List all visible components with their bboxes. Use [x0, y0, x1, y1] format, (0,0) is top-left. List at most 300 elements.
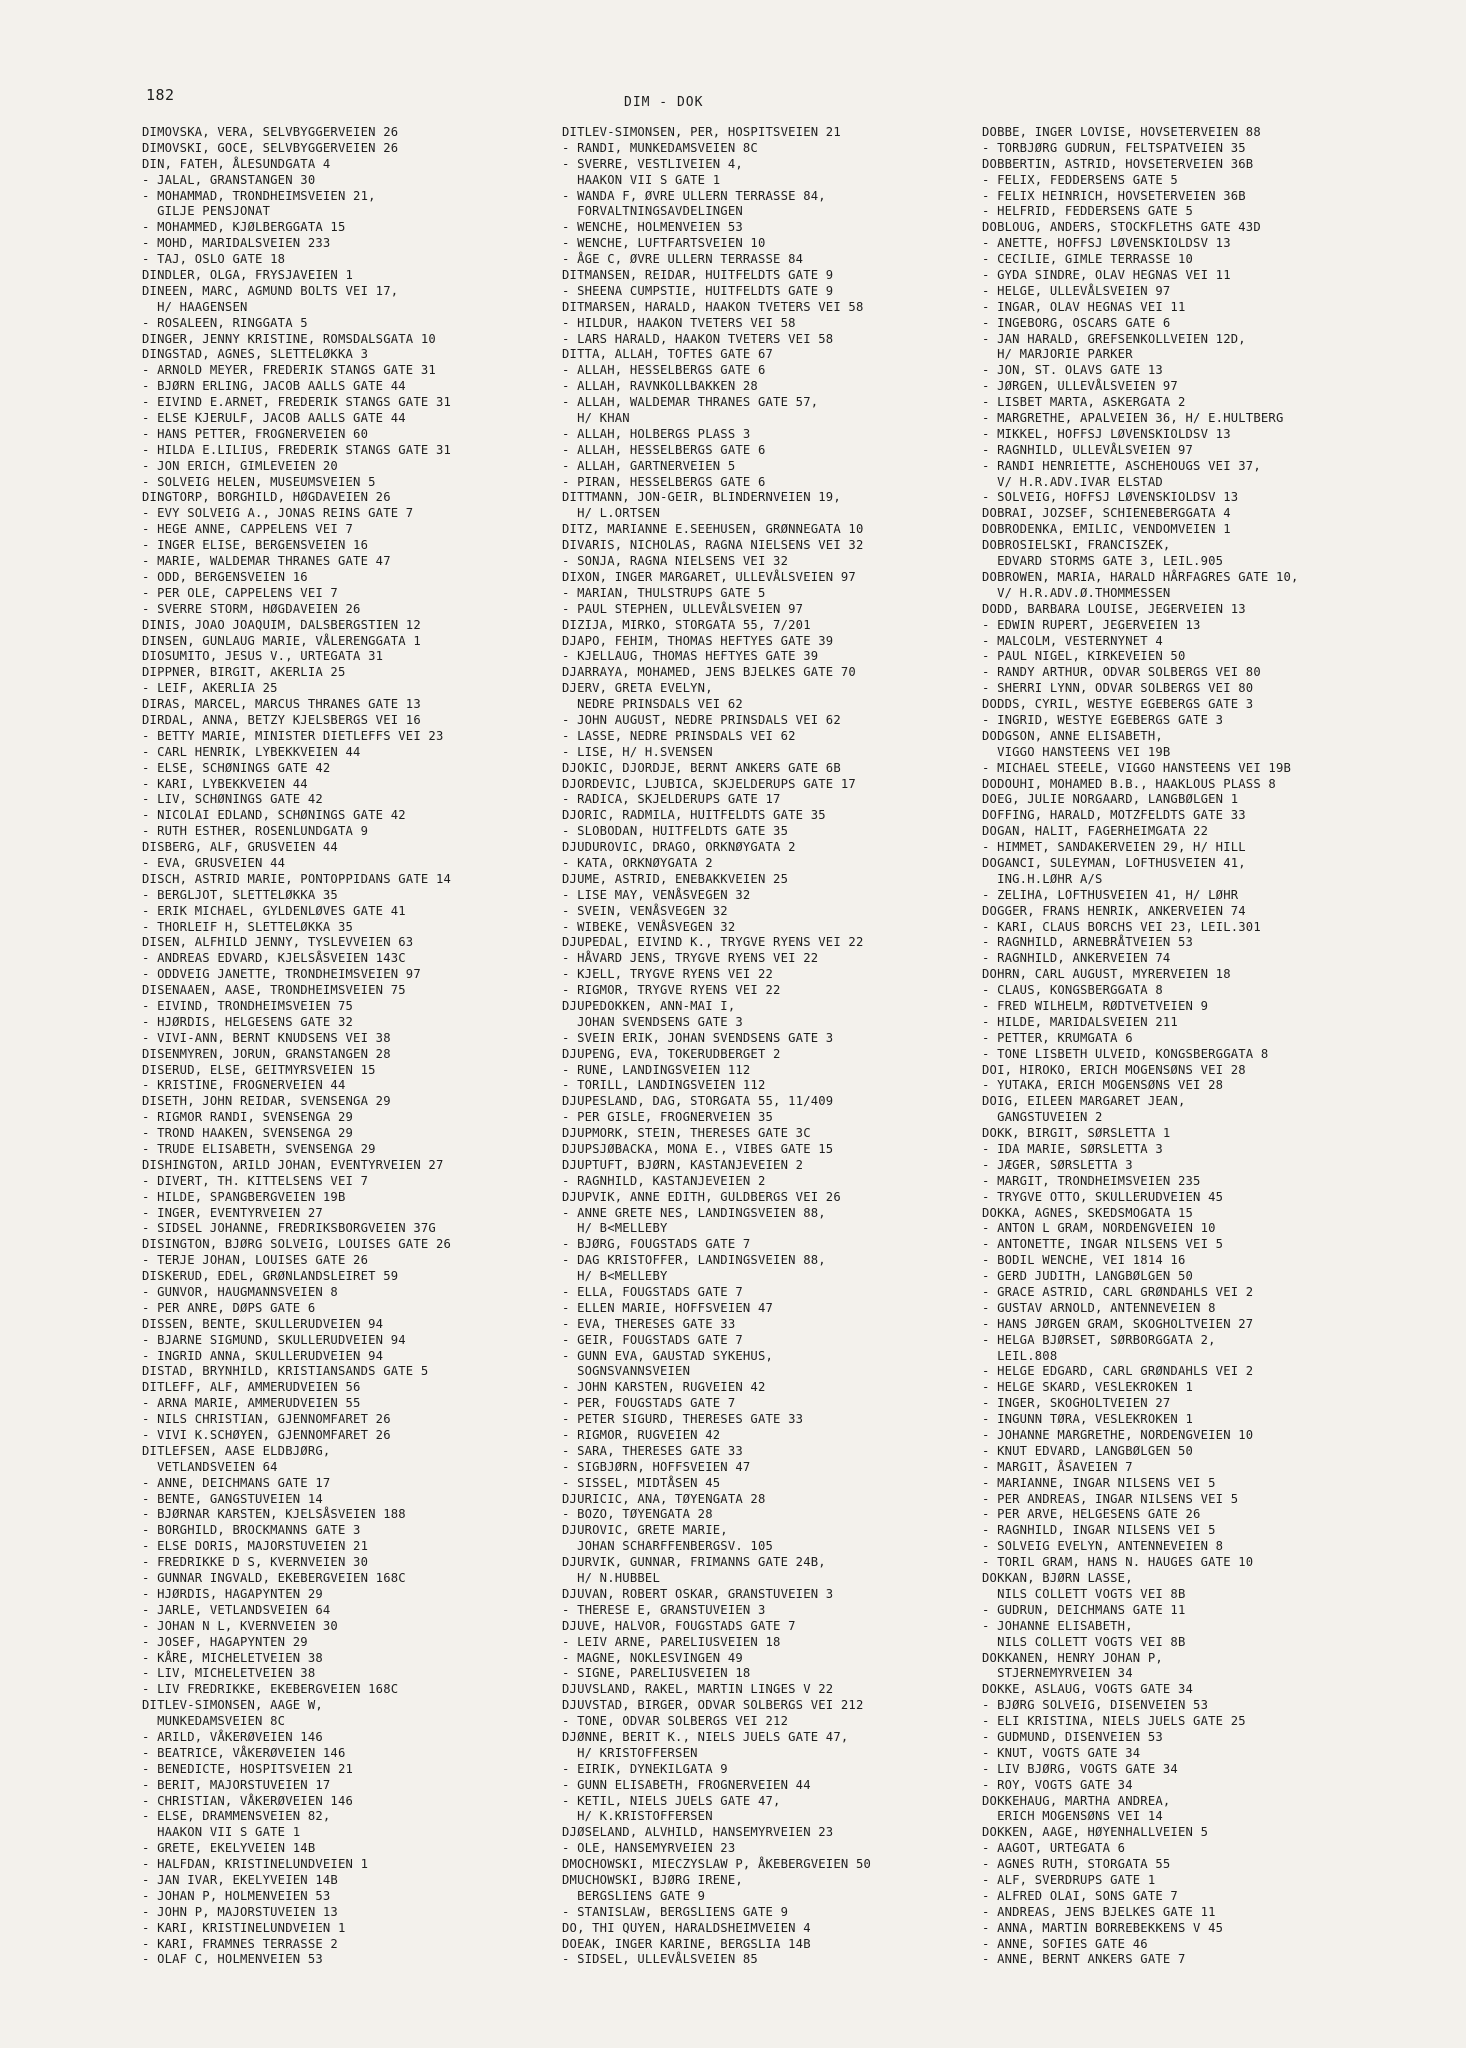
directory-entry: - ÅGE C, ØVRE ULLERN TERRASSE 84 [562, 252, 804, 267]
directory-entry: - JOHN P, MAJORSTUVEIEN 13 [142, 1904, 338, 1919]
directory-entry: - SOLVEIG, HOFFSJ LØVENSKIOLDSV 13 [982, 490, 1239, 505]
directory-entry: - GUSTAV ARNOLD, ANTENNEVEIEN 8 [982, 1300, 1216, 1315]
directory-entry: DOBROWEN, MARIA, HARALD HÅRFAGRES GATE 10, [982, 569, 1299, 584]
directory-entry: - ANNE, DEICHMANS GATE 17 [142, 1475, 331, 1490]
directory-entry: VETLANDSVEIEN 64 [142, 1459, 278, 1474]
directory-entry: DITLEFF, ALF, AMMERUDVEIEN 56 [142, 1380, 361, 1395]
directory-entry: - LISBET MARTA, ASKERGATA 2 [982, 395, 1186, 410]
directory-entry: - JAN IVAR, EKELYVEIEN 14B [142, 1872, 338, 1887]
directory-entry: - ELSE, SCHØNINGS GATE 42 [142, 760, 331, 775]
directory-entry: - PER GISLE, FROGNERVEIEN 35 [562, 1110, 774, 1125]
directory-entry: - ANETTE, HOFFSJ LØVENSKIOLDSV 13 [982, 236, 1231, 251]
directory-entry: - HELGA BJØRSET, SØRBORGGATA 2, [982, 1332, 1216, 1347]
directory-entry: - ELSE DORIS, MAJORSTUVEIEN 21 [142, 1539, 369, 1554]
directory-entry: DODDS, CYRIL, WESTYE EGEBERGS GATE 3 [982, 697, 1254, 712]
directory-entry: - KJELLAUG, THOMAS HEFTYES GATE 39 [562, 649, 819, 664]
directory-entry: - KARI, KRISTINELUNDVEIEN 1 [142, 1920, 346, 1935]
directory-entry: DJUPEDAL, EIVIND K., TRYGVE RYENS VEI 22 [562, 935, 864, 950]
directory-entry: NILS COLLETT VOGTS VEI 8B [982, 1634, 1186, 1649]
directory-entry: DITLEFSEN, AASE ELDBJØRG, [142, 1443, 331, 1458]
directory-entry: - GUNN EVA, GAUSTAD SYKEHUS, [562, 1348, 774, 1363]
directory-entry: - CHRISTIAN, VÅKERØVEIEN 146 [142, 1793, 354, 1808]
directory-entry: - NILS CHRISTIAN, GJENNOMFARET 26 [142, 1412, 391, 1427]
directory-entry: - STANISLAW, BERGSLIENS GATE 9 [562, 1904, 789, 1919]
directory-entry: - TORBJØRG GUDRUN, FELTSPATVEIEN 35 [982, 140, 1246, 155]
directory-entry: - INGEBORG, OSCARS GATE 6 [982, 315, 1171, 330]
directory-entry: - KETIL, NIELS JUELS GATE 47, [562, 1793, 781, 1808]
directory-entry: H/ K.KRISTOFFERSEN [562, 1809, 713, 1824]
directory-entry: DITMARSEN, HARALD, HAAKON TVETERS VEI 58 [562, 299, 864, 314]
directory-entry: DISTAD, BRYNHILD, KRISTIANSANDS GATE 5 [142, 1364, 429, 1379]
directory-entry: DOKK, BIRGIT, SØRSLETTA 1 [982, 1126, 1171, 1141]
directory-entry: NILS COLLETT VOGTS VEI 8B [982, 1586, 1186, 1601]
directory-entry: - MICHAEL STEELE, VIGGO HANSTEENS VEI 19B [982, 760, 1292, 775]
directory-entry: DJAPO, FEHIM, THOMAS HEFTYES GATE 39 [562, 633, 834, 648]
directory-entry: - JØRGEN, ULLEVÅLSVEIEN 97 [982, 379, 1178, 394]
directory-entry: DIZIJA, MIRKO, STORGATA 55, 7/201 [562, 617, 811, 632]
directory-entry: - IDA MARIE, SØRSLETTA 3 [982, 1142, 1163, 1156]
directory-entry: DOGGER, FRANS HENRIK, ANKERVEIEN 74 [982, 903, 1246, 918]
directory-entry: - JOHAN N L, KVERNVEIEN 30 [142, 1618, 338, 1633]
directory-entry: - SONJA, RAGNA NIELSENS VEI 32 [562, 554, 789, 569]
directory-entry: - LASSE, NEDRE PRINSDALS VEI 62 [562, 728, 796, 743]
directory-entry: - SIGBJØRN, HOFFSVEIEN 47 [562, 1459, 751, 1474]
directory-entry: MUNKEDAMSVEIEN 8C [142, 1714, 286, 1729]
directory-entry: - EDWIN RUPERT, JEGERVEIEN 13 [982, 617, 1201, 632]
directory-entry: - MALCOLM, VESTERNYNET 4 [982, 633, 1163, 648]
directory-entry: DJORDEVIC, LJUBICA, SKJELDERUPS GATE 17 [562, 776, 856, 791]
directory-entry: - PETER SIGURD, THERESES GATE 33 [562, 1412, 804, 1427]
directory-entry: DISENAAEN, AASE, TRONDHEIMSVEIEN 75 [142, 983, 406, 998]
directory-entry: H/ HAAGENSEN [142, 299, 248, 314]
directory-entry: DJUPENG, EVA, TOKERUDBERGET 2 [562, 1046, 781, 1061]
directory-entry: - SISSEL, MIDTÅSEN 45 [562, 1475, 721, 1490]
directory-entry: - RANDY ARTHUR, ODVAR SOLBERGS VEI 80 [982, 665, 1261, 680]
directory-entry: - MARGRETHE, APALVEIEN 36, H/ E.HULTBERG [982, 411, 1284, 426]
directory-entry: DJUVAN, ROBERT OSKAR, GRANSTUVEIEN 3 [562, 1586, 834, 1601]
directory-entry: - INGER, SKOGHOLTVEIEN 27 [982, 1396, 1171, 1411]
directory-entry: - GRETE, EKELYVEIEN 14B [142, 1841, 316, 1856]
directory-entry: H/ B<MELLEBY [562, 1269, 668, 1284]
directory-entry: - EVY SOLVEIG A., JONAS REINS GATE 7 [142, 506, 414, 521]
directory-entry: DIMOVSKI, GOCE, SELVBYGGERVEIEN 26 [142, 140, 399, 155]
directory-entry: - PER ANRE, DØPS GATE 6 [142, 1300, 316, 1315]
directory-entry: - BJØRN ERLING, JACOB AALLS GATE 44 [142, 379, 406, 394]
directory-entry: - RADICA, SKJELDERUPS GATE 17 [562, 792, 781, 807]
directory-entry: - MARIE, WALDEMAR THRANES GATE 47 [142, 554, 391, 569]
directory-entry: DJUPSJØBACKA, MONA E., VIBES GATE 15 [562, 1142, 834, 1156]
directory-entry: V/ H.R.ADV.IVAR ELSTAD [982, 474, 1163, 489]
directory-entry: - HILDA E.LILIUS, FREDERIK STANGS GATE 31 [142, 442, 452, 457]
directory-entry: - BOZO, TØYENGATA 28 [562, 1507, 713, 1522]
directory-entry: - HJØRDIS, HAGAPYNTEN 29 [142, 1586, 323, 1601]
directory-entry: - INGRID, WESTYE EGEBERGS GATE 3 [982, 712, 1224, 727]
directory-entry: - ARNOLD MEYER, FREDERIK STANGS GATE 31 [142, 363, 436, 378]
directory-entry: DISETH, JOHN REIDAR, SVENSENGA 29 [142, 1094, 391, 1109]
directory-entry: - CLAUS, KONGSBERGGATA 8 [982, 983, 1163, 998]
directory-entry: DISCH, ASTRID MARIE, PONTOPPIDANS GATE 14 [142, 871, 452, 886]
directory-entry: - RANDI, MUNKEDAMSVEIEN 8C [562, 140, 758, 155]
directory-entry: - SOLVEIG EVELYN, ANTENNEVEIEN 8 [982, 1539, 1224, 1554]
directory-entry: H/ N.HUBBEL [562, 1571, 660, 1586]
directory-entry: DOKKAN, BJØRN LASSE, [982, 1571, 1133, 1586]
directory-entry: DOIG, EILEEN MARGARET JEAN, [982, 1094, 1186, 1109]
directory-entry: DITZ, MARIANNE E.SEEHUSEN, GRØNNEGATA 10 [562, 522, 864, 537]
directory-entry: DJUPESLAND, DAG, STORGATA 55, 11/409 [562, 1094, 834, 1109]
directory-entry: - JON ERICH, GIMLEVEIEN 20 [142, 458, 338, 473]
directory-entry: HAAKON VII S GATE 1 [562, 172, 721, 187]
directory-entry: - BODIL WENCHE, VEI 1814 16 [982, 1253, 1186, 1268]
directory-entry: - LISE, H/ H.SVENSEN [562, 744, 713, 759]
directory-entry: DINGSTAD, AGNES, SLETTELØKKA 3 [142, 347, 369, 362]
directory-entry: - ELSE KJERULF, JACOB AALLS GATE 44 [142, 411, 406, 426]
directory-entry: - ODDVEIG JANETTE, TRONDHEIMSVEIEN 97 [142, 967, 421, 982]
directory-entry: - TORIL GRAM, HANS N. HAUGES GATE 10 [982, 1555, 1254, 1570]
directory-entry: - RIGMOR, RUGVEIEN 42 [562, 1428, 721, 1443]
directory-entry: - VIVI K.SCHØYEN, GJENNOMFARET 26 [142, 1428, 391, 1443]
directory-entry: - OLE, HANSEMYRVEIEN 23 [562, 1841, 736, 1856]
directory-entry: - EIRIK, DYNEKILGATA 9 [562, 1761, 728, 1776]
directory-entry: - WENCHE, LUFTFARTSVEIEN 10 [562, 236, 766, 251]
directory-entry: - ALF, SVERDRUPS GATE 1 [982, 1872, 1156, 1887]
directory-entry: DITTA, ALLAH, TOFTES GATE 67 [562, 347, 774, 362]
directory-entry: - HEGE ANNE, CAPPELENS VEI 7 [142, 522, 354, 537]
directory-entry: - GERD JUDITH, LANGBØLGEN 50 [982, 1269, 1194, 1284]
directory-entry: DJUPVIK, ANNE EDITH, GULDBERGS VEI 26 [562, 1189, 841, 1204]
directory-entry: - ALLAH, RAVNKOLLBAKKEN 28 [562, 379, 758, 394]
directory-entry: DODD, BARBARA LOUISE, JEGERVEIEN 13 [982, 601, 1246, 616]
directory-entry: - JOHN KARSTEN, RUGVEIEN 42 [562, 1380, 766, 1395]
directory-entry: - ROSALEEN, RINGGATA 5 [142, 315, 308, 330]
directory-entry: - PETTER, KRUMGATA 6 [982, 1030, 1133, 1045]
directory-entry: - MARIAN, THULSTRUPS GATE 5 [562, 585, 766, 600]
directory-entry: - SIDSEL JOHANNE, FREDRIKSBORGVEIEN 37G [142, 1221, 436, 1236]
directory-entry: - MOHD, MARIDALSVEIEN 233 [142, 236, 331, 251]
directory-entry: H/ L.ORTSEN [562, 506, 660, 521]
directory-entry: DOGAN, HALIT, FAGERHEIMGATA 22 [982, 824, 1209, 839]
directory-entry: - DIVERT, TH. KITTELSENS VEI 7 [142, 1173, 369, 1188]
directory-entry: - GYDA SINDRE, OLAV HEGNAS VEI 11 [982, 268, 1231, 283]
directory-entry: - LIV FREDRIKKE, EKEBERGVEIEN 168C [142, 1682, 399, 1697]
directory-entry: - PIRAN, HESSELBERGS GATE 6 [562, 474, 766, 489]
directory-entry: - TORILL, LANDINGSVEIEN 112 [562, 1078, 766, 1093]
directory-entry: - FELIX, FEDDERSENS GATE 5 [982, 172, 1178, 187]
directory-entry: - EVA, THERESES GATE 33 [562, 1316, 736, 1331]
directory-entry: - RAGNHILD, INGAR NILSENS VEI 5 [982, 1523, 1216, 1538]
directory-entry: - KARI, LYBEKKVEIEN 44 [142, 776, 308, 791]
directory-entry: - SIDSEL, ULLEVÅLSVEIEN 85 [562, 1952, 758, 1967]
directory-entry: - HIMMET, SANDAKERVEIEN 29, H/ HILL [982, 840, 1246, 855]
directory-entry: DJØNNE, BERIT K., NIELS JUELS GATE 47, [562, 1729, 849, 1744]
directory-entry: - BJØRG, FOUGSTADS GATE 7 [562, 1237, 751, 1252]
directory-entry: DJOKIC, DJORDJE, BERNT ANKERS GATE 6B [562, 760, 841, 775]
directory-entry: - PER ANDREAS, INGAR NILSENS VEI 5 [982, 1491, 1239, 1506]
directory-entry: - PAUL STEPHEN, ULLEVÅLSVEIEN 97 [562, 601, 804, 616]
directory-entry: ERICH MOGENSØNS VEI 14 [982, 1809, 1163, 1824]
directory-entry: - GUDMUND, DISENVEIEN 53 [982, 1729, 1163, 1744]
directory-entry: DOBBE, INGER LOVISE, HOVSETERVEIEN 88 [982, 125, 1261, 139]
directory-entry: - BERGLJOT, SLETTELØKKA 35 [142, 887, 338, 902]
directory-entry: DOGANCI, SULEYMAN, LOFTHUSVEIEN 41, [982, 855, 1246, 870]
directory-entry: - TONE, ODVAR SOLBERGS VEI 212 [562, 1714, 789, 1729]
directory-entry: - RAGNHILD, ARNEBRÅTVEIEN 53 [982, 935, 1194, 950]
directory-entry: - GUNN ELISABETH, FROGNERVEIEN 44 [562, 1777, 811, 1792]
directory-entry: DINEEN, MARC, AGMUND BOLTS VEI 17, [142, 283, 399, 298]
directory-entry: - PER ARVE, HELGESENS GATE 26 [982, 1507, 1201, 1522]
directory-entry: - EIVIND, TRONDHEIMSVEIEN 75 [142, 998, 354, 1013]
directory-entry: - BJØRNAR KARSTEN, KJELSÅSVEIEN 188 [142, 1507, 406, 1522]
directory-entry: - INGER ELISE, BERGENSVEIEN 16 [142, 538, 369, 553]
directory-entry: - SARA, THERESES GATE 33 [562, 1443, 743, 1458]
directory-entry: - ZELIHA, LOFTHUSVEIEN 41, H/ LØHR [982, 887, 1239, 902]
directory-entry: H/ MARJORIE PARKER [982, 347, 1133, 362]
directory-entry: - BETTY MARIE, MINISTER DIETLEFFS VEI 23 [142, 728, 444, 743]
directory-entry: - JOHAN P, HOLMENVEIEN 53 [142, 1888, 331, 1903]
directory-entry: DJØSELAND, ALVHILD, HANSEMYRVEIEN 23 [562, 1825, 834, 1840]
directory-entry: - HELGE EDGARD, CARL GRØNDAHLS VEI 2 [982, 1364, 1254, 1379]
directory-entry: DOFFING, HARALD, MOTZFELDTS GATE 33 [982, 808, 1246, 823]
directory-entry: - TAJ, OSLO GATE 18 [142, 252, 286, 267]
directory-entry: - PER, FOUGSTADS GATE 7 [562, 1396, 736, 1411]
directory-entry: - DAG KRISTOFFER, LANDINGSVEIEN 88, [562, 1253, 826, 1268]
directory-entry: - MARGIT, ÅSAVEIEN 7 [982, 1459, 1133, 1474]
directory-entry: - YUTAKA, ERICH MOGENSØNS VEI 28 [982, 1078, 1224, 1093]
directory-entry: - MOHAMMAD, TRONDHEIMSVEIEN 21, [142, 188, 376, 203]
directory-entry: - AAGOT, URTEGATA 6 [982, 1841, 1126, 1856]
directory-entry: DJUVE, HALVOR, FOUGSTADS GATE 7 [562, 1618, 796, 1633]
directory-entry: DOHRN, CARL AUGUST, MYRERVEIEN 18 [982, 967, 1231, 982]
directory-entry: - HALFDAN, KRISTINELUNDVEIEN 1 [142, 1857, 369, 1872]
directory-entry: JOHAN SCHARFFENBERGSV. 105 [562, 1539, 774, 1554]
directory-entry: - THORLEIF H, SLETTELØKKA 35 [142, 919, 354, 934]
directory-entry: - OLAF C, HOLMENVEIEN 53 [142, 1952, 323, 1967]
directory-entry: DISINGTON, BJØRG SOLVEIG, LOUISES GATE 26 [142, 1237, 452, 1252]
directory-entry: - ANNA, MARTIN BORREBEKKENS V 45 [982, 1920, 1224, 1935]
directory-entry: - ALFRED OLAI, SONS GATE 7 [982, 1888, 1178, 1903]
directory-entry: - ELI KRISTINA, NIELS JUELS GATE 25 [982, 1714, 1246, 1729]
directory-entry: - RIGMOR, TRYGVE RYENS VEI 22 [562, 983, 781, 998]
directory-entry: DOKKEHAUG, MARTHA ANDREA, [982, 1793, 1171, 1808]
directory-entry: - RUNE, LANDINGSVEIEN 112 [562, 1062, 751, 1077]
directory-entry: LEIL.808 [982, 1348, 1058, 1363]
directory-entry: DIMOVSKA, VERA, SELVBYGGERVEIEN 26 [142, 125, 399, 139]
directory-entry: - HELFRID, FEDDERSENS GATE 5 [982, 204, 1194, 219]
directory-entry: - LIV BJØRG, VOGTS GATE 34 [982, 1761, 1178, 1776]
directory-entry: - GEIR, FOUGSTADS GATE 7 [562, 1332, 743, 1347]
directory-entry: V/ H.R.ADV.Ø.THOMMESSEN [982, 585, 1171, 600]
directory-entry: - ROY, VOGTS GATE 34 [982, 1777, 1133, 1792]
directory-entry: EDVARD STORMS GATE 3, LEIL.905 [982, 554, 1224, 569]
directory-entry: - FREDRIKKE D S, KVERNVEIEN 30 [142, 1555, 369, 1570]
directory-column-1 [142, 125, 582, 1968]
directory-entry: - JALAL, GRANSTANGEN 30 [142, 172, 316, 187]
directory-entry: - PER OLE, CAPPELENS VEI 7 [142, 585, 338, 600]
directory-entry: DJERV, GRETA EVELYN, [562, 681, 713, 696]
directory-entry: - ANNE, SOFIES GATE 46 [982, 1936, 1148, 1951]
directory-entry: DOI, HIROKO, ERICH MOGENSØNS VEI 28 [982, 1062, 1246, 1077]
directory-entry: - ELLEN MARIE, HOFFSVEIEN 47 [562, 1300, 774, 1315]
directory-entry: - KARI, CLAUS BORCHS VEI 23, LEIL.301 [982, 919, 1261, 934]
directory-entry: - ANDREAS, JENS BJELKES GATE 11 [982, 1904, 1216, 1919]
directory-entry: DISBERG, ALF, GRUSVEIEN 44 [142, 840, 338, 855]
directory-entry: - ODD, BERGENSVEIEN 16 [142, 569, 308, 584]
directory-entry: - BENTE, GANGSTUVEIEN 14 [142, 1491, 323, 1506]
directory-entry: DIPPNER, BIRGIT, AKERLIA 25 [142, 665, 346, 680]
directory-entry: - SVEIN ERIK, JOHAN SVENDSENS GATE 3 [562, 1030, 834, 1045]
directory-entry: - BJØRG SOLVEIG, DISENVEIEN 53 [982, 1698, 1209, 1713]
directory-entry: - LIV, SCHØNINGS GATE 42 [142, 792, 323, 807]
directory-entry: - WENCHE, HOLMENVEIEN 53 [562, 220, 743, 235]
directory-entry: - INGRID ANNA, SKULLERUDVEIEN 94 [142, 1348, 384, 1363]
directory-entry: - HJØRDIS, HELGESENS GATE 32 [142, 1014, 354, 1029]
directory-entry: DJUPEDOKKEN, ANN-MAI I, [562, 998, 736, 1013]
directory-entry: DINIS, JOAO JOAQUIM, DALSBERGSTIEN 12 [142, 617, 421, 632]
directory-entry: - TONE LISBETH ULVEID, KONGSBERGGATA 8 [982, 1046, 1269, 1061]
directory-entry: - AGNES RUTH, STORGATA 55 [982, 1857, 1171, 1872]
directory-entry: - JOSEF, HAGAPYNTEN 29 [142, 1634, 308, 1649]
directory-entry: - ALLAH, HOLBERGS PLASS 3 [562, 426, 751, 441]
directory-entry: - RAGNHILD, KASTANJEVEIEN 2 [562, 1173, 766, 1188]
directory-entry: DMUCHOWSKI, BJØRG IRENE, [562, 1872, 743, 1887]
directory-entry: - ANTON L GRAM, NORDENGVEIEN 10 [982, 1221, 1216, 1236]
directory-entry: - MOHAMMED, KJØLBERGGATA 15 [142, 220, 346, 235]
directory-entry: - RANDI HENRIETTE, ASCHEHOUGS VEI 37, [982, 458, 1261, 473]
directory-entry: - HILDE, SPANGBERGVEIEN 19B [142, 1189, 346, 1204]
directory-entry: - KARI, FRAMNES TERRASSE 2 [142, 1936, 338, 1951]
directory-entry: - JOHANNE ELISABETH, [982, 1618, 1133, 1633]
directory-entry: - SLOBODAN, HUITFELDTS GATE 35 [562, 824, 789, 839]
directory-entry: HAAKON VII S GATE 1 [142, 1825, 301, 1840]
directory-entry: - ELSE, DRAMMENSVEIEN 82, [142, 1809, 331, 1824]
directory-entry: - THERESE E, GRANSTUVEIEN 3 [562, 1602, 766, 1617]
directory-entry: DMOCHOWSKI, MIECZYSLAW P, ÅKEBERGVEIEN 50 [562, 1857, 872, 1872]
directory-entry: H/ KRISTOFFERSEN [562, 1745, 698, 1760]
directory-entry: H/ KHAN [562, 411, 630, 426]
directory-entry: DIOSUMITO, JESUS V., URTEGATA 31 [142, 649, 384, 664]
directory-column-3 [982, 125, 1422, 1968]
directory-entry: - BEATRICE, VÅKERØVEIEN 146 [142, 1745, 346, 1760]
directory-entry: - BJARNE SIGMUND, SKULLERUDVEIEN 94 [142, 1332, 406, 1347]
directory-entry: - JOHN AUGUST, NEDRE PRINSDALS VEI 62 [562, 712, 841, 727]
directory-entry: STJERNEMYRVEIEN 34 [982, 1666, 1133, 1681]
directory-entry: - RUTH ESTHER, ROSENLUNDGATA 9 [142, 824, 369, 839]
directory-entry: - ALLAH, WALDEMAR THRANES GATE 57, [562, 395, 819, 410]
directory-entry: - HELGE SKARD, VESLEKROKEN 1 [982, 1380, 1194, 1395]
directory-entry: VIGGO HANSTEENS VEI 19B [982, 744, 1171, 759]
directory-entry: - ERIK MICHAEL, GYLDENLØVES GATE 41 [142, 903, 406, 918]
directory-entry: DJUPMORK, STEIN, THERESES GATE 3C [562, 1126, 811, 1141]
directory-entry: - TROND HAAKEN, SVENSENGA 29 [142, 1126, 354, 1141]
directory-entry: - NICOLAI EDLAND, SCHØNINGS GATE 42 [142, 808, 406, 823]
directory-entry: - JAN HARALD, GREFSENKOLLVEIEN 12D, [982, 331, 1246, 346]
directory-entry: - LEIV ARNE, PARELIUSVEIEN 18 [562, 1634, 781, 1649]
directory-entry: DJUVSTAD, BIRGER, ODVAR SOLBERGS VEI 212 [562, 1698, 864, 1713]
directory-entry: - TRUDE ELISABETH, SVENSENGA 29 [142, 1142, 376, 1156]
directory-entry: - MIKKEL, HOFFSJ LØVENSKIOLDSV 13 [982, 426, 1231, 441]
directory-entry: - HANS PETTER, FROGNERVEIEN 60 [142, 426, 369, 441]
directory-entry: - HÅVARD JENS, TRYGVE RYENS VEI 22 [562, 951, 819, 966]
directory-entry: - GUDRUN, DEICHMANS GATE 11 [982, 1602, 1186, 1617]
directory-entry: - LARS HARALD, HAAKON TVETERS VEI 58 [562, 331, 834, 346]
directory-entry: - HELGE, ULLEVÅLSVEIEN 97 [982, 283, 1171, 298]
directory-entry: DISERUD, ELSE, GEITMYRSVEIEN 15 [142, 1062, 376, 1077]
directory-entry: DISKERUD, EDEL, GRØNLANDSLEIRET 59 [142, 1269, 399, 1284]
directory-entry: - WANDA F, ØVRE ULLERN TERRASSE 84, [562, 188, 826, 203]
directory-entry: - ALLAH, GARTNERVEIEN 5 [562, 458, 736, 473]
directory-entry: - BENEDICTE, HOSPITSVEIEN 21 [142, 1761, 354, 1776]
directory-entry: - CECILIE, GIMLE TERRASSE 10 [982, 252, 1194, 267]
directory-entry: DJURICIC, ANA, TØYENGATA 28 [562, 1491, 766, 1506]
directory-entry: - LISE MAY, VENÅSVEGEN 32 [562, 887, 751, 902]
page-number: 182 [146, 86, 175, 104]
directory-entry: FORVALTNINGSAVDELINGEN [562, 204, 743, 219]
directory-entry: - SVERRE STORM, HØGDAVEIEN 26 [142, 601, 361, 616]
directory-entry: - RAGNHILD, ULLEVÅLSVEIEN 97 [982, 442, 1194, 457]
directory-entry: DINDLER, OLGA, FRYSJAVEIEN 1 [142, 268, 354, 283]
directory-entry: DOBRODENKA, EMILIC, VENDOMVEIEN 1 [982, 522, 1231, 537]
directory-entry: - ANNE GRETE NES, LANDINGSVEIEN 88, [562, 1205, 826, 1220]
directory-entry: DISEN, ALFHILD JENNY, TYSLEVVEIEN 63 [142, 935, 414, 950]
directory-entry: DJURVIK, GUNNAR, FRIMANNS GATE 24B, [562, 1555, 826, 1570]
directory-entry: DJUPTUFT, BJØRN, KASTANJEVEIEN 2 [562, 1157, 804, 1172]
directory-entry: DOKKANEN, HENRY JOHAN P, [982, 1650, 1163, 1665]
directory-entry: - SHERRI LYNN, ODVAR SOLBERGS VEI 80 [982, 681, 1254, 696]
directory-entry: - ANDREAS EDVARD, KJELSÅSVEIEN 143C [142, 951, 406, 966]
directory-entry: DOEG, JULIE NORGAARD, LANGBØLGEN 1 [982, 792, 1239, 807]
directory-entry: DJUDUROVIC, DRAGO, ORKNØYGATA 2 [562, 840, 796, 855]
directory-entry: - KRISTINE, FROGNERVEIEN 44 [142, 1078, 346, 1093]
directory-entry: DODOUHI, MOHAMED B.B., HAAKLOUS PLASS 8 [982, 776, 1276, 791]
directory-entry: DOKKEN, AAGE, HØYENHALLVEIEN 5 [982, 1825, 1209, 1840]
directory-entry: - MAGNE, NOKLESVINGEN 49 [562, 1650, 743, 1665]
directory-entry: - SHEENA CUMPSTIE, HUITFELDTS GATE 9 [562, 283, 834, 298]
directory-entry: - ANTONETTE, INGAR NILSENS VEI 5 [982, 1237, 1224, 1252]
directory-entry: DOBBERTIN, ASTRID, HOVSETERVEIEN 36B [982, 156, 1254, 171]
directory-entry: - LEIF, AKERLIA 25 [142, 681, 278, 696]
directory-entry: - FRED WILHELM, RØDTVETVEIEN 9 [982, 998, 1209, 1013]
directory-entry: DITLEV-SIMONSEN, PER, HOSPITSVEIEN 21 [562, 125, 841, 139]
directory-entry: - BERIT, MAJORSTUVEIEN 17 [142, 1777, 331, 1792]
directory-entry: - HILDUR, HAAKON TVETERS VEI 58 [562, 315, 796, 330]
directory-entry: - HANS JØRGEN GRAM, SKOGHOLTVEIEN 27 [982, 1316, 1254, 1331]
directory-entry: DISHINGTON, ARILD JOHAN, EVENTYRVEIEN 27 [142, 1157, 444, 1172]
directory-column-2 [562, 125, 1002, 1968]
directory-entry: DIXON, INGER MARGARET, ULLEVÅLSVEIEN 97 [562, 569, 856, 584]
directory-entry: DINGER, JENNY KRISTINE, ROMSDALSGATA 10 [142, 331, 436, 346]
directory-entry: - BORGHILD, BROCKMANNS GATE 3 [142, 1523, 361, 1538]
directory-entry: - HILDE, MARIDALSVEIEN 211 [982, 1014, 1178, 1029]
directory-entry: JOHAN SVENDSENS GATE 3 [562, 1014, 743, 1029]
directory-entry: DOKKE, ASLAUG, VOGTS GATE 34 [982, 1682, 1194, 1697]
directory-entry: - GUNVOR, HAUGMANNSVEIEN 8 [142, 1285, 338, 1300]
directory-entry: - KNUT, VOGTS GATE 34 [982, 1745, 1141, 1760]
directory-entry: - ELLA, FOUGSTADS GATE 7 [562, 1285, 743, 1300]
directory-entry: ING.H.LØHR A/S [982, 871, 1103, 886]
directory-entry: - INGAR, OLAV HEGNAS VEI 11 [982, 299, 1186, 314]
directory-entry: - MARGIT, TRONDHEIMSVEIEN 235 [982, 1173, 1201, 1188]
directory-entry: - VIVI-ANN, BERNT KNUDSENS VEI 38 [142, 1030, 391, 1045]
directory-entry: - SVEIN, VENÅSVEGEN 32 [562, 903, 728, 918]
directory-entry: - GUNNAR INGVALD, EKEBERGVEIEN 168C [142, 1571, 406, 1586]
directory-entry: - JON, ST. OLAVS GATE 13 [982, 363, 1163, 378]
directory-entry: - TRYGVE OTTO, SKULLERUDVEIEN 45 [982, 1189, 1224, 1204]
directory-entry: DISENMYREN, JORUN, GRANSTANGEN 28 [142, 1046, 391, 1061]
directory-entry: DJUVSLAND, RAKEL, MARTIN LINGES V 22 [562, 1682, 834, 1697]
directory-entry: DITMANSEN, REIDAR, HUITFELDTS GATE 9 [562, 268, 834, 283]
directory-entry: DITTMANN, JON-GEIR, BLINDERNVEIEN 19, [562, 490, 841, 505]
directory-entry: - FELIX HEINRICH, HOVSETERVEIEN 36B [982, 188, 1246, 203]
directory-entry: - SOLVEIG HELEN, MUSEUMSVEIEN 5 [142, 474, 376, 489]
